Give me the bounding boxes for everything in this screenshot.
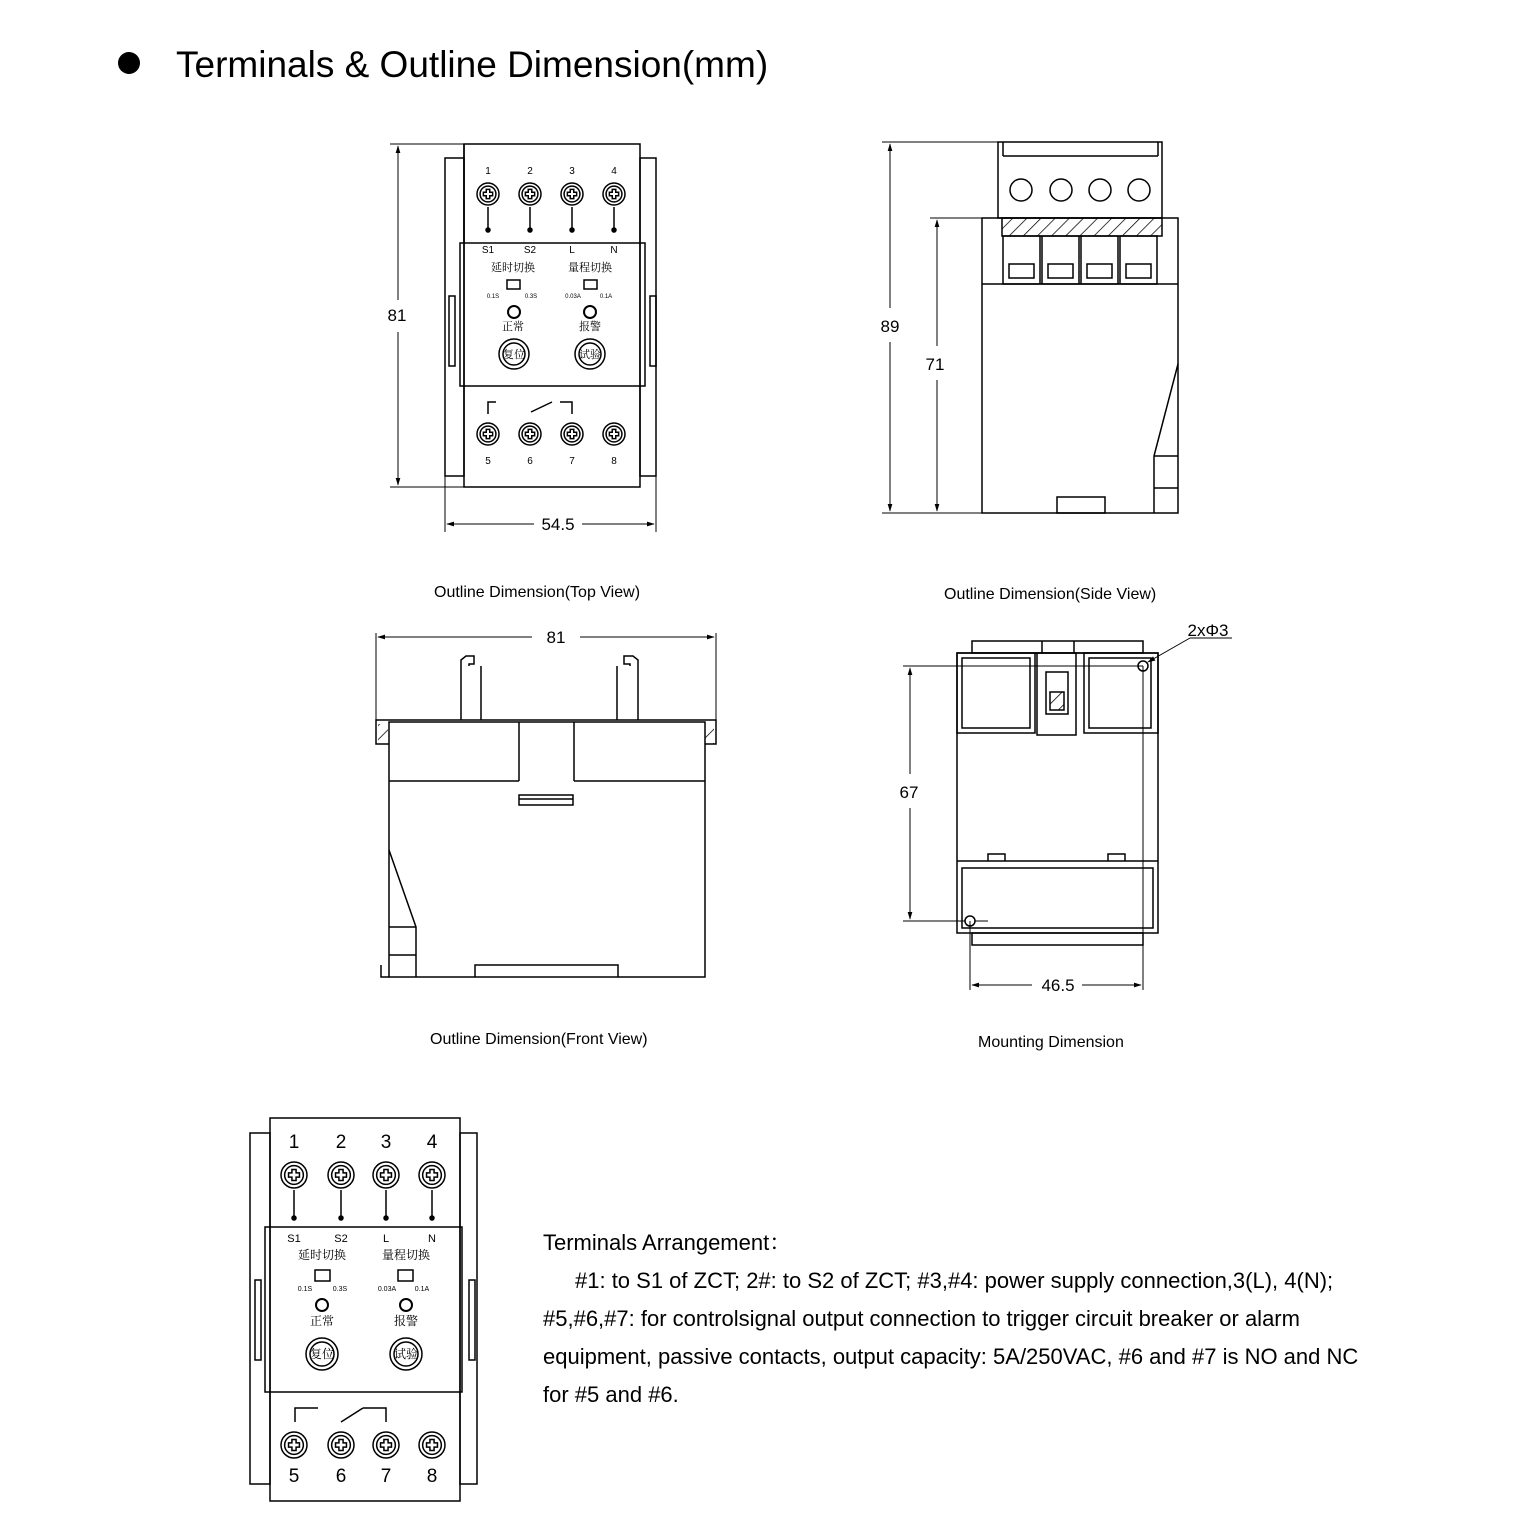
- top-view-panel: [460, 243, 645, 386]
- terminal-diagram-bottom-terminals: [281, 1432, 445, 1487]
- terminal-number: 5: [485, 456, 491, 467]
- arrangement-body: #1: to S1 of ZCT; 2#: to S2 of ZCT; #3,#4: power supply connection,3(L), 4(N); #5,#6,#7: for controlsignal output connection to trigger circuit breaker or alarm equipment, passive contacts, output capacity: 5A/250VAC, #6 and #7 is NO and NC for #5 and #6.: [543, 1268, 1359, 1407]
- side-view-body: [982, 218, 1178, 513]
- terminal-label: N: [610, 245, 618, 256]
- terminal-screw-7: [561, 423, 583, 445]
- top-view-height-dim: 81: [387, 306, 407, 325]
- top-view-width-dim: 54.5: [541, 515, 575, 534]
- terminal-screw-3: [373, 1162, 399, 1188]
- top-view: [388, 144, 656, 534]
- terminal-screw-1: [281, 1162, 307, 1188]
- terminal-diagram-alarm-led: [400, 1299, 412, 1311]
- side-view-hatched-band: [1002, 218, 1162, 236]
- terminal-number: 8: [611, 456, 617, 467]
- top-view-alarm-label: 报警: [579, 321, 601, 333]
- side-view-terminal-block: [998, 142, 1162, 218]
- terminal-label: S1: [481, 245, 495, 256]
- top-view-delay-high: 0.3S: [524, 294, 538, 300]
- terminal-diagram-normal-led: [316, 1299, 328, 1311]
- terminal-label: S2: [334, 1233, 348, 1245]
- top-view-caption: Outline Dimension(Top View): [434, 584, 641, 601]
- terminal-diagram-delay-switch: [315, 1270, 330, 1281]
- top-view-left-clip: [449, 296, 455, 366]
- top-view-normal-label: 正常: [502, 321, 524, 333]
- terminal-label: N: [428, 1233, 436, 1245]
- top-view-range-high: 0.1A: [599, 294, 613, 300]
- side-view-bottom-tab: [1057, 497, 1105, 513]
- terminal-diagram-panel: [265, 1227, 462, 1392]
- terminal-screw-1: [477, 183, 499, 205]
- terminal-number: 1: [485, 166, 491, 177]
- terminal-screw-2: [519, 183, 541, 205]
- side-view: [881, 142, 1178, 513]
- side-view-clamps: [1003, 236, 1157, 284]
- terminal-diagram-delay-low: 0.1S: [297, 1286, 313, 1293]
- terminal-diagram-delay-label: 延时切换: [297, 1248, 347, 1262]
- top-view-normal-led: [508, 306, 520, 318]
- terminal-diagram-left-rail: [250, 1133, 270, 1484]
- side-view-screw-hole-2: [1050, 179, 1072, 201]
- terminal-number: 6: [527, 456, 533, 467]
- terminals-arrangement: [543, 1224, 1383, 1414]
- top-view-range-low: 0.03A: [565, 294, 581, 300]
- mounting-view: [900, 621, 1232, 995]
- terminal-diagram-range-label: 量程切换: [381, 1248, 431, 1262]
- mounting-caption: Mounting Dimension: [978, 1034, 1124, 1051]
- terminal-screw-6: [328, 1432, 354, 1458]
- terminal-screw-5: [477, 423, 499, 445]
- terminal-label: S1: [287, 1233, 301, 1245]
- terminal-number: 8: [426, 1466, 438, 1487]
- top-view-delay-switch: [507, 280, 520, 289]
- terminal-diagram-delay-high: 0.3S: [332, 1286, 348, 1293]
- top-view-range-switch: [584, 280, 597, 289]
- terminal-number: 6: [335, 1466, 347, 1487]
- page-title: Terminals & Outline Dimension(mm): [176, 44, 769, 85]
- top-view-relay-symbol: [488, 402, 572, 414]
- top-view-right-clip: [650, 296, 656, 366]
- mounting-top-rail: [972, 641, 1143, 653]
- front-view-width-dim: 81: [546, 628, 566, 647]
- terminal-screw-6: [519, 423, 541, 445]
- terminal-screw-4: [419, 1162, 445, 1188]
- terminal-screw-7: [373, 1432, 399, 1458]
- terminal-screw-8: [603, 423, 625, 445]
- terminal-diagram-relay-symbol: [295, 1408, 386, 1422]
- terminal-label: S2: [523, 245, 537, 256]
- terminal-number: 3: [569, 166, 575, 177]
- terminal-number: 1: [288, 1132, 300, 1153]
- side-view-screw-hole-4: [1128, 179, 1150, 201]
- side-view-caption: Outline Dimension(Side View): [944, 586, 1157, 603]
- mounting-bottom-rail: [972, 933, 1143, 945]
- side-view-body-height-dim: 71: [925, 355, 945, 374]
- side-view-screw-hole-1: [1010, 179, 1032, 201]
- terminal-screw-4: [603, 183, 625, 205]
- terminal-number: 4: [426, 1132, 438, 1153]
- terminal-diagram: [250, 1118, 477, 1501]
- terminal-diagram-alarm-label: 报警: [393, 1314, 419, 1328]
- terminal-screw-8: [419, 1432, 445, 1458]
- terminal-screw-3: [561, 183, 583, 205]
- terminal-diagram-reset-label: 复位: [309, 1347, 335, 1361]
- top-view-test-label: 试验: [579, 349, 601, 361]
- top-view-alarm-led: [584, 306, 596, 318]
- terminal-number: 7: [380, 1466, 392, 1487]
- top-view-reset-label: 复位: [503, 349, 525, 361]
- terminal-diagram-range-low: 0.03A: [377, 1286, 397, 1293]
- terminal-number: 3: [380, 1132, 392, 1153]
- terminal-number: 2: [527, 166, 533, 177]
- terminal-label: L: [569, 245, 575, 256]
- mounting-width-dim: 46.5: [1041, 976, 1075, 995]
- terminal-diagram-normal-label: 正常: [309, 1314, 335, 1328]
- terminal-diagram-range-high: 0.1A: [414, 1286, 430, 1293]
- terminal-number: 2: [335, 1132, 347, 1153]
- mounting-height-dim: 67: [899, 783, 919, 802]
- terminal-diagram-top-terminals: [281, 1132, 445, 1245]
- front-view-caption: Outline Dimension(Front View): [430, 1031, 648, 1048]
- terminal-diagram-test-label: 试验: [393, 1347, 419, 1361]
- terminal-label: L: [382, 1233, 390, 1245]
- terminal-diagram-range-switch: [398, 1270, 413, 1281]
- front-view-body: [389, 722, 705, 977]
- top-view-right-rail: [640, 158, 656, 476]
- arrangement-title: Terminals Arrangement：: [543, 1230, 792, 1255]
- top-view-bottom-terminals: [477, 423, 625, 467]
- mounting-hole-label: 2xΦ3: [1187, 621, 1229, 640]
- terminal-number: 7: [569, 456, 575, 467]
- front-view-left-pin: [461, 656, 481, 720]
- side-view-din-clip: [1154, 364, 1178, 513]
- front-view: [376, 628, 716, 977]
- side-view-total-height-dim: 89: [880, 317, 900, 336]
- top-view-delay-low: 0.1S: [486, 294, 500, 300]
- top-view-delay-label: 延时切换: [491, 262, 535, 274]
- mounting-bottom-panel: [962, 868, 1153, 928]
- terminal-number: 5: [288, 1466, 300, 1487]
- side-view-screw-hole-3: [1089, 179, 1111, 201]
- terminal-screw-2: [328, 1162, 354, 1188]
- terminal-screw-5: [281, 1432, 307, 1458]
- terminal-number: 4: [611, 166, 617, 177]
- top-view-range-label: 量程切换: [568, 262, 612, 274]
- front-view-right-pin: [617, 656, 638, 720]
